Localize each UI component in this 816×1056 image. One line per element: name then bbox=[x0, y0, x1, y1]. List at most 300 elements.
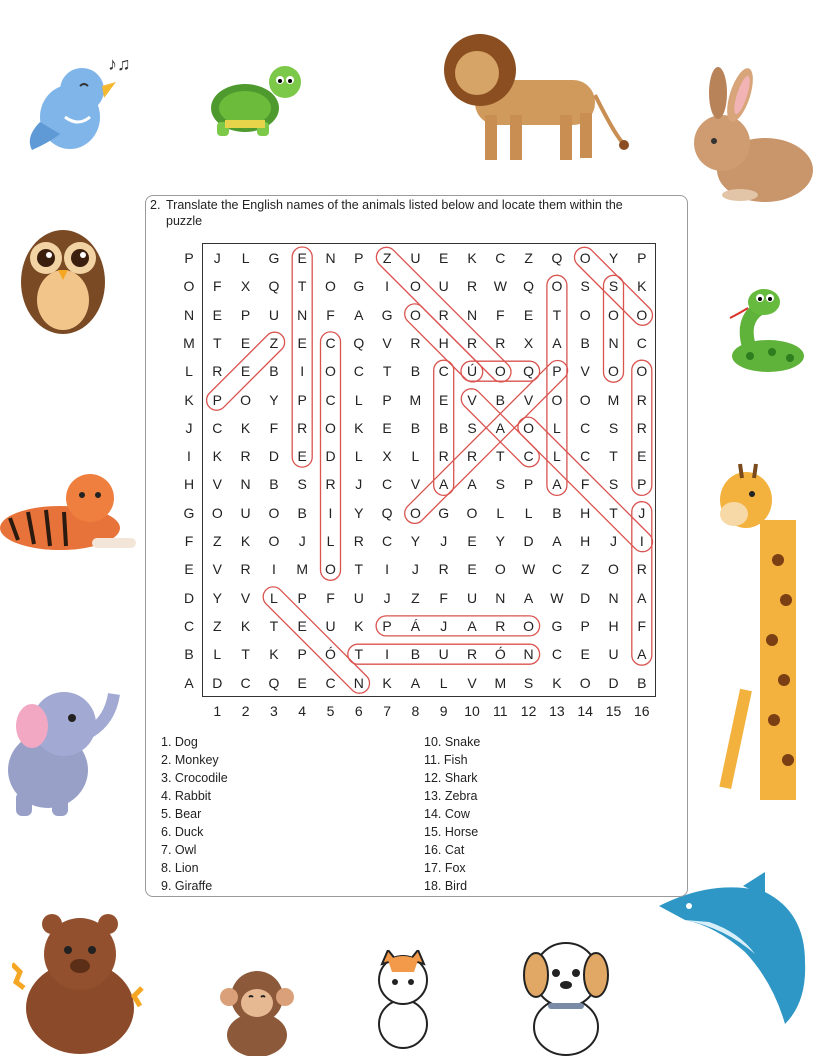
grid-letter: W bbox=[493, 278, 507, 295]
list-item: 12. Shark bbox=[424, 771, 478, 785]
grid-letter: T bbox=[496, 448, 505, 465]
grid-letter: Y bbox=[354, 504, 364, 521]
grid-letter: D bbox=[580, 589, 591, 606]
grid-letter: K bbox=[552, 674, 562, 691]
grid-letter: O bbox=[579, 250, 591, 266]
column-number: 15 bbox=[605, 703, 622, 719]
grid-letter: E bbox=[240, 334, 251, 351]
grid-letter: E bbox=[467, 533, 477, 549]
grid-letter: L bbox=[411, 448, 420, 465]
grid-letter: O bbox=[325, 561, 336, 578]
grid-letter: B bbox=[269, 476, 279, 493]
grid-letter: T bbox=[354, 561, 364, 578]
grid-letter: T bbox=[609, 504, 618, 521]
grid-letter: L bbox=[524, 504, 533, 521]
grid-letter: G bbox=[268, 250, 280, 266]
grid-letter: V bbox=[467, 674, 477, 691]
grid-letter: O bbox=[636, 363, 648, 380]
grid-letter: R bbox=[325, 476, 336, 493]
column-number: 3 bbox=[269, 703, 278, 719]
grid-letter: Z bbox=[213, 617, 222, 634]
grid-letter: L bbox=[354, 391, 363, 408]
grid-letter: L bbox=[213, 646, 222, 663]
grid-letter: C bbox=[240, 674, 251, 691]
grid-letter: B bbox=[297, 504, 307, 521]
grid-letter: F bbox=[213, 278, 222, 295]
grid-letter: O bbox=[240, 391, 252, 408]
grid-letter: F bbox=[326, 589, 335, 606]
grid-letter: N bbox=[523, 646, 534, 663]
grid-letter: F bbox=[326, 306, 335, 323]
grid-letter: C bbox=[580, 419, 591, 436]
grid-letter: J bbox=[355, 476, 363, 493]
grid-letter: F bbox=[496, 306, 505, 323]
grid-letter: R bbox=[495, 617, 506, 634]
grid-letter: E bbox=[382, 419, 392, 436]
grid-letter: Y bbox=[269, 391, 279, 408]
svg-text:♪♫: ♪♫ bbox=[108, 54, 131, 74]
grid-letter: C bbox=[636, 334, 647, 351]
grid-letter: E bbox=[297, 250, 307, 266]
grid-letter: P bbox=[382, 617, 392, 634]
grid-letter: C bbox=[325, 391, 336, 408]
grid-letter: N bbox=[495, 589, 506, 606]
grid-letter: R bbox=[212, 363, 223, 380]
grid-letter: D bbox=[183, 589, 195, 606]
column-number: 6 bbox=[354, 703, 363, 719]
grid-letter: L bbox=[552, 419, 561, 436]
column-number: 9 bbox=[439, 703, 448, 719]
grid-letter: S bbox=[580, 278, 590, 295]
list-item: 14. Cow bbox=[424, 807, 470, 821]
grid-letter: F bbox=[439, 589, 448, 606]
grid-letter: J bbox=[440, 617, 448, 634]
grid-letter: B bbox=[410, 419, 421, 436]
grid-letter: V bbox=[212, 561, 222, 578]
grid-letter: A bbox=[467, 617, 477, 634]
grid-letter: F bbox=[580, 476, 590, 493]
grid-letter: C bbox=[438, 363, 449, 380]
column-number: 10 bbox=[464, 703, 480, 719]
grid-letter: M bbox=[494, 674, 507, 691]
grid-letter: J bbox=[610, 533, 617, 549]
grid-letter: N bbox=[325, 250, 336, 266]
grid-letter: E bbox=[637, 448, 647, 465]
column-number: 5 bbox=[326, 703, 335, 719]
grid-letter: O bbox=[579, 391, 591, 408]
grid-letter: R bbox=[438, 561, 449, 578]
grid-letter: V bbox=[410, 476, 421, 493]
grid-letter: P bbox=[637, 250, 647, 266]
grid-letter: S bbox=[523, 674, 534, 691]
grid-letter: P bbox=[523, 476, 534, 493]
grid-letter: B bbox=[184, 646, 194, 663]
column-number: 16 bbox=[634, 703, 650, 719]
list-item: 11. Fish bbox=[424, 753, 468, 767]
grid-letter: U bbox=[268, 306, 279, 323]
grid-letter: O bbox=[608, 561, 619, 578]
grid-letter: A bbox=[184, 674, 194, 691]
grid-letter: I bbox=[300, 363, 305, 380]
singing-bird-illustration bbox=[20, 42, 140, 162]
grid-letter: O bbox=[409, 306, 421, 323]
grid-letter: Q bbox=[268, 674, 280, 691]
grid-letter: K bbox=[240, 419, 251, 436]
list-item: 13. Zebra bbox=[424, 789, 478, 803]
grid-letter: L bbox=[496, 504, 505, 521]
grid-letter: M bbox=[409, 391, 422, 408]
grid-letter: S bbox=[608, 419, 619, 436]
grid-letter: F bbox=[269, 419, 279, 436]
column-number: 1 bbox=[213, 703, 222, 719]
grid-letter: R bbox=[240, 561, 251, 578]
grid-letter: O bbox=[183, 278, 195, 295]
grid-letter: G bbox=[353, 278, 365, 295]
grid-letter: E bbox=[212, 306, 222, 323]
grid-letter: P bbox=[184, 250, 194, 266]
grid-letter: X bbox=[523, 334, 534, 351]
grid-letter: C bbox=[382, 533, 393, 549]
grid-letter: J bbox=[213, 250, 221, 266]
grid-letter: Y bbox=[608, 250, 619, 266]
grid-letter: Q bbox=[353, 334, 365, 351]
column-number: 2 bbox=[241, 703, 250, 719]
grid-letter: V bbox=[523, 391, 534, 408]
grid-letter: N bbox=[297, 306, 308, 323]
grid-letter: R bbox=[495, 334, 506, 351]
grid-letter: H bbox=[580, 504, 591, 521]
grid-letter: J bbox=[298, 533, 306, 549]
grid-letter: P bbox=[382, 391, 392, 408]
grid-letter: T bbox=[382, 363, 392, 380]
grid-letter: T bbox=[552, 306, 562, 323]
grid-letter: C bbox=[325, 674, 336, 691]
grid-letter: C bbox=[183, 617, 195, 634]
grid-letter: A bbox=[410, 674, 421, 691]
list-item: 9. Giraffe bbox=[161, 879, 213, 893]
grid-letter: X bbox=[382, 448, 392, 465]
grid-letter: T bbox=[609, 448, 618, 465]
grid-letter: N bbox=[608, 589, 619, 606]
grid-letter: Y bbox=[212, 589, 222, 606]
grid-letter: Ó bbox=[494, 646, 506, 663]
grid-letter: B bbox=[637, 674, 647, 691]
grid-letter: S bbox=[608, 476, 619, 493]
grid-letter: O bbox=[636, 306, 648, 323]
column-number: 12 bbox=[520, 703, 537, 719]
grid-letter: O bbox=[466, 504, 478, 521]
grid-letter: L bbox=[241, 250, 250, 266]
grid-letter: S bbox=[297, 476, 307, 493]
column-number: 13 bbox=[549, 703, 565, 719]
grid-letter: O bbox=[325, 419, 336, 436]
grid-letter: K bbox=[240, 617, 251, 634]
grid-letter: R bbox=[438, 448, 449, 465]
snake-illustration bbox=[720, 280, 806, 376]
grid-letter: A bbox=[637, 646, 647, 663]
owl-illustration bbox=[18, 220, 108, 338]
grid-letter: O bbox=[579, 674, 591, 691]
grid-letter: U bbox=[608, 646, 619, 663]
grid-letter: V bbox=[212, 476, 222, 493]
column-number: 8 bbox=[411, 703, 420, 719]
grid-letter: K bbox=[354, 419, 364, 436]
grid-letter: T bbox=[241, 646, 250, 663]
grid-letter: R bbox=[636, 561, 647, 578]
column-number: 4 bbox=[298, 703, 307, 719]
grid-letter: V bbox=[240, 589, 251, 606]
grid-letter: C bbox=[551, 561, 562, 578]
grid-letter: K bbox=[240, 533, 251, 549]
grid-letter: O bbox=[494, 363, 506, 380]
grid-letter: Z bbox=[411, 589, 420, 606]
grid-letter: V bbox=[467, 391, 477, 408]
elephant-illustration bbox=[2, 680, 120, 820]
grid-letter: R bbox=[297, 419, 308, 436]
grid-letter: T bbox=[354, 646, 364, 663]
grid-letter: F bbox=[637, 617, 647, 634]
grid-letter: K bbox=[467, 250, 477, 266]
grid-letter: O bbox=[325, 278, 336, 295]
grid-letter: B bbox=[580, 334, 590, 351]
grid-letter: P bbox=[297, 646, 307, 663]
grid-letter: B bbox=[495, 391, 505, 408]
grid-letter: M bbox=[183, 334, 195, 351]
grid-letter: M bbox=[607, 391, 620, 408]
lion-illustration bbox=[435, 25, 630, 165]
grid-letter: Z bbox=[382, 250, 392, 266]
grid-letter: R bbox=[240, 448, 251, 465]
grid-letter: E bbox=[297, 674, 307, 691]
grid-letter: A bbox=[637, 589, 647, 606]
grid-letter: C bbox=[495, 250, 506, 266]
grid-letter: P bbox=[212, 391, 222, 408]
grid-letter: P bbox=[354, 250, 364, 266]
list-item: 1. Dog bbox=[161, 735, 198, 749]
grid-letter: Z bbox=[580, 561, 590, 578]
grid-letter: T bbox=[213, 334, 222, 351]
monkey-illustration bbox=[215, 965, 300, 1056]
grid-letter: Y bbox=[495, 533, 505, 549]
rabbit-illustration bbox=[680, 65, 816, 205]
column-number: 7 bbox=[383, 703, 391, 719]
grid-letter: P bbox=[297, 391, 307, 408]
grid-letter: C bbox=[523, 448, 534, 465]
grid-letter: R bbox=[466, 334, 478, 351]
grid-letter: H bbox=[438, 334, 449, 351]
cat-illustration bbox=[368, 950, 438, 1050]
grid-letter: O bbox=[325, 363, 336, 380]
grid-letter: E bbox=[467, 561, 477, 578]
grid-letter: V bbox=[580, 363, 590, 380]
instruction-number: 2. bbox=[150, 198, 161, 212]
grid-letter: W bbox=[550, 589, 564, 606]
list-item: 17. Fox bbox=[424, 861, 466, 875]
grid-letter: O bbox=[523, 617, 535, 634]
grid-letter: K bbox=[382, 674, 392, 691]
giraffe-illustration bbox=[712, 460, 816, 800]
list-item: 10. Snake bbox=[424, 735, 481, 749]
grid-letter: E bbox=[439, 250, 449, 266]
grid-letter: R bbox=[466, 646, 478, 663]
grid-letter: H bbox=[608, 617, 619, 634]
grid-letter: O bbox=[211, 504, 223, 521]
grid-letter: I bbox=[271, 561, 276, 578]
grid-letter: Q bbox=[268, 278, 280, 295]
grid-letter: J bbox=[383, 589, 391, 606]
grid-letter: A bbox=[439, 476, 449, 493]
grid-letter: M bbox=[296, 561, 309, 578]
grid-letter: J bbox=[440, 533, 448, 549]
grid-letter: K bbox=[184, 391, 194, 408]
grid-letter: Z bbox=[213, 533, 222, 549]
grid-letter: B bbox=[410, 646, 421, 663]
grid-letter: D bbox=[212, 674, 223, 691]
grid-letter: U bbox=[466, 589, 478, 606]
grid-letter: D bbox=[523, 533, 534, 549]
grid-letter: A bbox=[552, 334, 562, 351]
grid-letter: S bbox=[495, 476, 505, 493]
grid-letter: O bbox=[268, 504, 280, 521]
grid-letter: Á bbox=[410, 617, 421, 634]
grid-letter: O bbox=[409, 504, 421, 521]
grid-letter: Y bbox=[410, 533, 421, 549]
grid-letter: A bbox=[552, 533, 562, 549]
grid-letter: K bbox=[269, 646, 279, 663]
grid-letter: N bbox=[353, 674, 364, 691]
grid-letter: Ó bbox=[325, 646, 336, 663]
column-number: 14 bbox=[577, 703, 593, 719]
grid-letter: R bbox=[410, 334, 421, 351]
grid-letter: O bbox=[523, 419, 535, 436]
grid-letter: S bbox=[467, 419, 477, 436]
grid-letter: J bbox=[411, 561, 419, 578]
grid-letter: I bbox=[328, 504, 333, 521]
grid-letter: N bbox=[466, 306, 478, 323]
grid-letter: C bbox=[325, 334, 336, 351]
grid-letter: N bbox=[608, 334, 619, 351]
grid-letter: N bbox=[240, 476, 251, 493]
grid-letter: U bbox=[410, 250, 421, 266]
grid-letter: Q bbox=[523, 278, 535, 295]
list-item: 6. Duck bbox=[161, 825, 204, 839]
list-item: 18. Bird bbox=[424, 879, 468, 893]
grid-letter: H bbox=[183, 476, 195, 493]
grid-letter: T bbox=[269, 617, 279, 634]
grid-letter: D bbox=[325, 448, 336, 465]
grid-letter: J bbox=[185, 419, 193, 436]
grid-letter: A bbox=[523, 589, 534, 606]
grid-letter: L bbox=[185, 363, 193, 380]
list-item: 16. Cat bbox=[424, 843, 465, 857]
grid-letter: A bbox=[495, 419, 505, 436]
grid-letter: D bbox=[608, 674, 619, 691]
grid-letter: Z bbox=[269, 334, 279, 351]
grid-letter: C bbox=[353, 363, 364, 380]
grid-letter: B bbox=[552, 504, 562, 521]
list-item: 7. Owl bbox=[161, 843, 197, 857]
grid-letter: G bbox=[551, 617, 563, 634]
grid-letter: E bbox=[240, 363, 251, 380]
grid-letter: C bbox=[212, 419, 223, 436]
grid-letter: I bbox=[639, 533, 644, 549]
grid-letter: P bbox=[552, 363, 562, 380]
grid-letter: O bbox=[494, 561, 506, 578]
grid-letter: U bbox=[438, 278, 449, 295]
grid-letter: X bbox=[240, 278, 251, 295]
grid-letter: A bbox=[354, 306, 364, 323]
grid-letter: U bbox=[240, 504, 251, 521]
grid-letter: L bbox=[354, 448, 363, 465]
instruction-text: Translate the English names of the animals listed below and locate them within the puzzle bbox=[166, 198, 623, 228]
grid-letter: R bbox=[636, 419, 647, 436]
grid-letter: L bbox=[269, 589, 278, 606]
grid-letter: R bbox=[466, 278, 478, 295]
grid-letter: U bbox=[438, 646, 449, 663]
list-item: 5. Bear bbox=[161, 807, 202, 821]
bear-illustration bbox=[12, 908, 147, 1056]
grid-letter: Z bbox=[524, 250, 533, 266]
grid-letter: G bbox=[438, 504, 450, 521]
grid-letter: B bbox=[269, 363, 279, 380]
list-item: 2. Monkey bbox=[161, 753, 219, 767]
grid-letter: K bbox=[637, 278, 647, 295]
grid-letter: C bbox=[382, 476, 393, 493]
grid-letter: E bbox=[523, 306, 534, 323]
grid-letter: I bbox=[385, 561, 390, 578]
grid-letter: G bbox=[183, 504, 195, 521]
grid-letter: B bbox=[410, 363, 421, 380]
grid-letter: I bbox=[385, 646, 390, 663]
grid-letter: W bbox=[521, 561, 536, 578]
grid-letter: S bbox=[608, 278, 619, 295]
grid-letter: O bbox=[551, 278, 563, 295]
grid-letter: J bbox=[638, 504, 646, 521]
column-number: 11 bbox=[493, 703, 508, 719]
grid-letter: E bbox=[184, 561, 194, 578]
grid-letter: Q bbox=[381, 504, 393, 521]
grid-letter: V bbox=[382, 334, 392, 351]
turtle-illustration bbox=[205, 60, 305, 140]
grid-letter: F bbox=[184, 533, 194, 549]
list-item: 8. Lion bbox=[161, 861, 199, 875]
grid-letter: C bbox=[551, 646, 562, 663]
grid-letter: R bbox=[438, 306, 449, 323]
grid-letter: E bbox=[297, 448, 307, 465]
grid-letter: H bbox=[580, 533, 591, 549]
grid-letter: E bbox=[297, 334, 307, 351]
grid-letter: A bbox=[467, 476, 477, 493]
grid-letter: O bbox=[579, 306, 591, 323]
grid-letter: R bbox=[636, 391, 647, 408]
grid-letter: L bbox=[326, 533, 335, 549]
grid-letter: P bbox=[297, 589, 307, 606]
grid-letter: P bbox=[637, 476, 647, 493]
grid-letter: O bbox=[551, 391, 563, 408]
tiger-illustration bbox=[0, 460, 140, 556]
grid-letter: C bbox=[580, 448, 591, 465]
grid-letter: R bbox=[466, 448, 478, 465]
grid-letter: B bbox=[439, 419, 449, 436]
puppy-illustration bbox=[520, 935, 612, 1056]
grid-letter: T bbox=[297, 278, 307, 295]
grid-letter: E bbox=[297, 617, 307, 634]
list-item: 3. Crocodile bbox=[161, 771, 228, 785]
grid-letter: P bbox=[580, 617, 590, 634]
grid-letter: A bbox=[552, 476, 562, 493]
grid-letter: U bbox=[353, 589, 364, 606]
grid-letter: U bbox=[325, 617, 336, 634]
